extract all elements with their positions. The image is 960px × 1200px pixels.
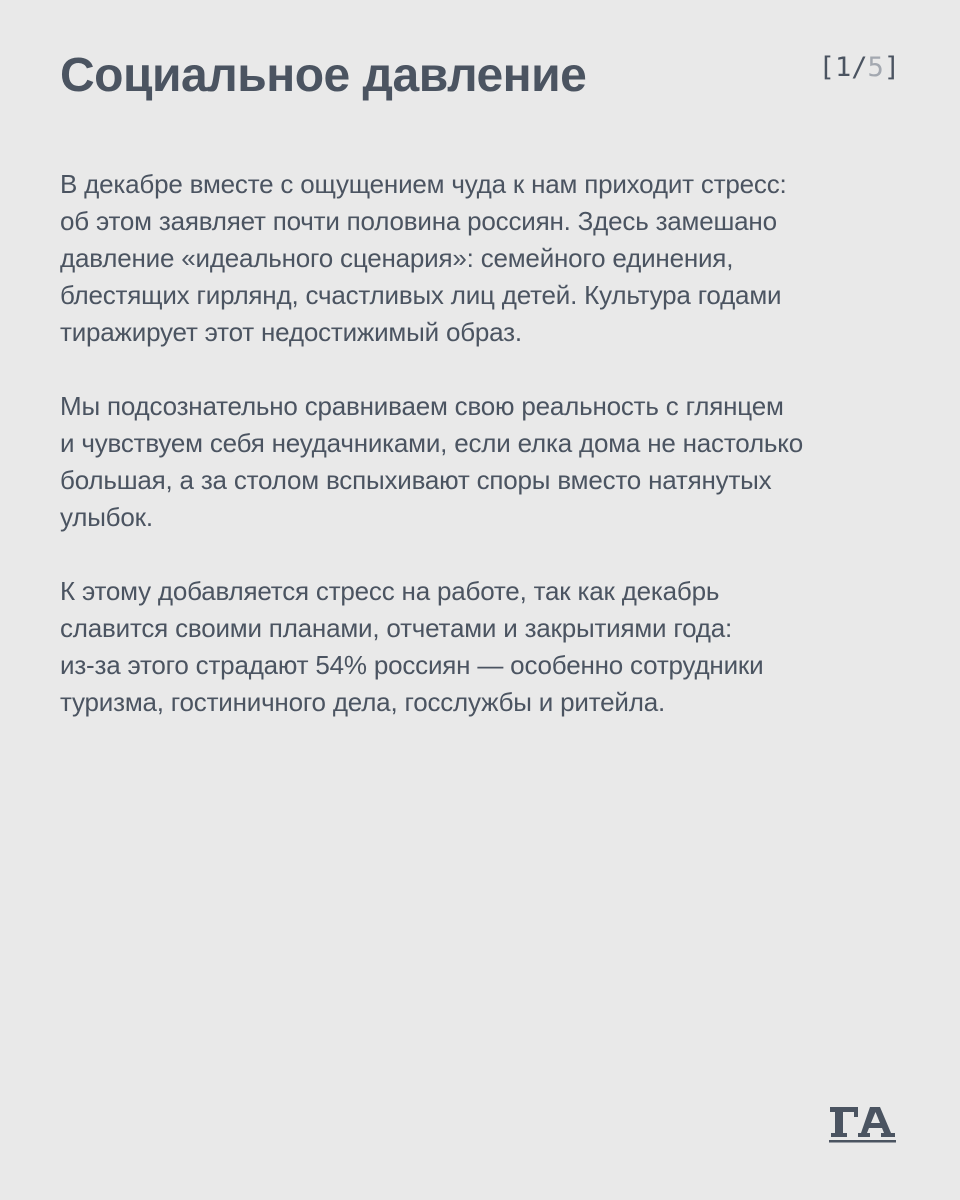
paragraph: К этому добавляется стресс на работе, так как декабрь славится своими планами, отчетами и закрытиями года: из-за этого страдают 54% россиян — особенно сотрудники туризма, гостиничного дела, госслужбы и ритейла. xyxy=(60,576,764,717)
page-title: Социальное давление xyxy=(60,49,587,102)
brand-logo-icon xyxy=(828,1104,898,1144)
pager-open: [ xyxy=(818,52,835,83)
paragraph: В декабре вместе с ощущением чуда к нам приходит стресс: об этом заявляет почти половина россиян. Здесь замешано давление «идеального сценария»: семейного единения, блестящих гирлянд, счастливых лиц детей. Культура годами тиражирует этот недостижимый образ. xyxy=(60,169,787,347)
pager-sep: / xyxy=(851,52,868,83)
pager-total: 5 xyxy=(867,52,884,83)
page-indicator xyxy=(819,52,900,83)
paragraph: Мы подсознательно сравниваем свою реальность с глянцем и чувствуем себя неудачниками, если елка дома не настолько большая, а за столом вспыхивают споры вместо натянутых улыбок. xyxy=(60,391,803,532)
pager-current: 1 xyxy=(834,52,852,83)
pager-close: ] xyxy=(883,52,900,83)
article-body xyxy=(60,166,910,758)
